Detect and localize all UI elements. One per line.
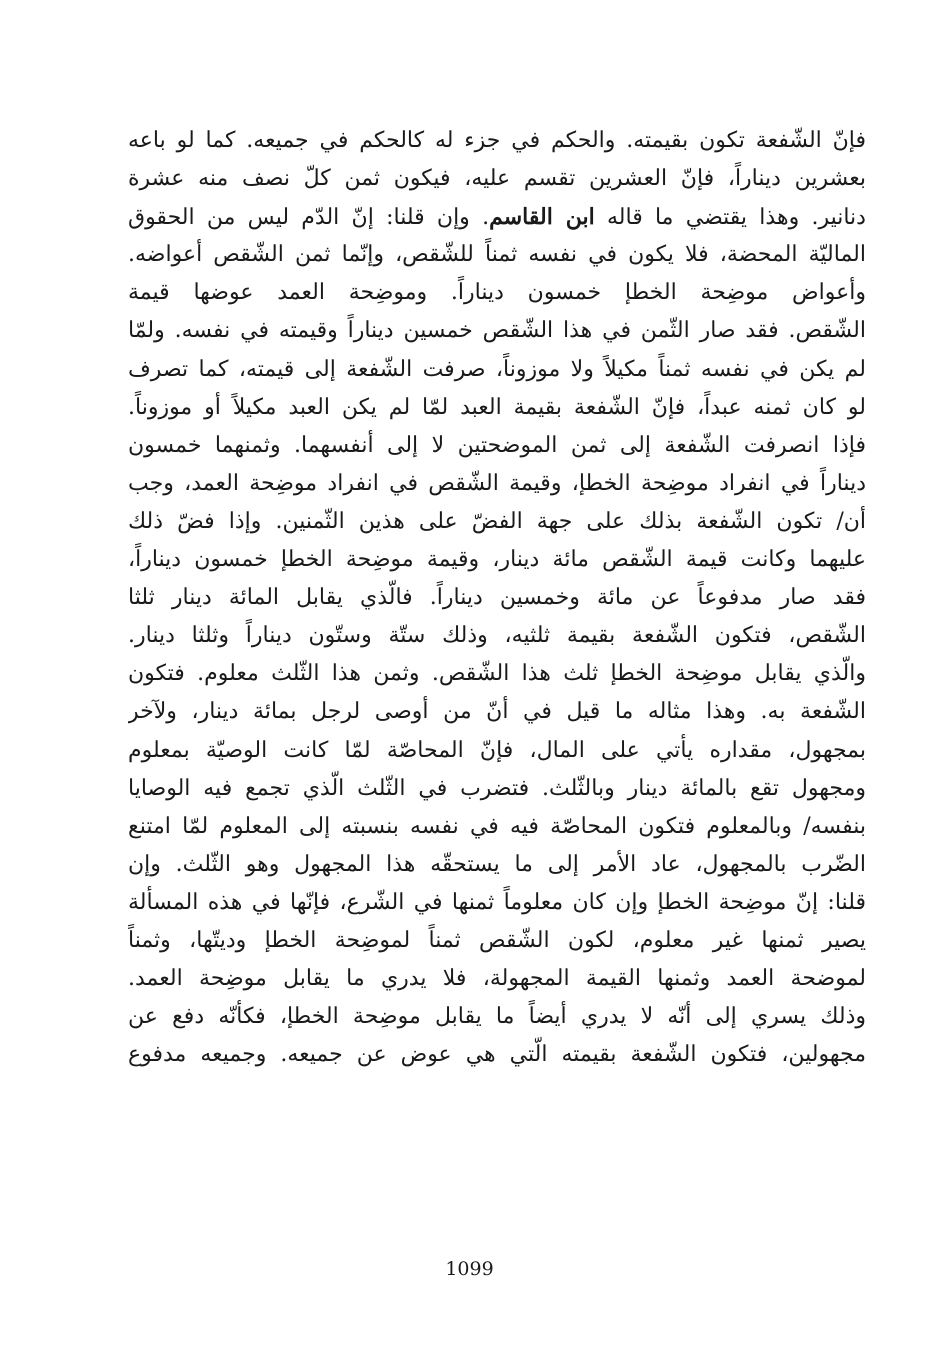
text-line: الماليّة المحضة، فلا يكون في نفسه ثمناً للشّقص، وإنّما ثمن الشّقص أعواضه. (128, 242, 866, 268)
text-line: ومجهول تقع بالمائة دينار وبالثّلث. فتضرب في الثّلث الّذي تجمع فيه الوصايا (128, 775, 866, 801)
bold-name: ابن القاسم (489, 204, 595, 231)
text-line: لو كان ثمنه عبداً، فإنّ الشّفعة بقيمة العبد لمّا لم يكن العبد مكيلاً أو موزوناً. (128, 394, 866, 420)
text-line: أن/ تكون الشّفعة بذلك على جهة الفضّ على هذين الثّمنين. وإذا فضّ ذلك (128, 508, 866, 534)
text-line: لموضحة العمد وثمنها القيمة المجهولة، فلا يدري ما يقابل موضِحة العمد. (128, 966, 866, 992)
text-segment: . وإن قلنا: إنّ الدّم ليس من الحقوق (128, 205, 490, 231)
body-text (128, 122, 866, 1074)
text-line: وذلك يسري إلى أنّه لا يدري أيضاً ما يقابل موضِحة الخطإ، فكأنّه دفع عن (128, 1004, 866, 1030)
text-line: الشّقص، فتكون الشّفعة بقيمة ثلثيه، وذلك ستّة وستّون ديناراً وثلثا دينار. (128, 623, 866, 649)
text-line: وأعواض موضِحة الخطإ خمسون ديناراً. وموضِحة العمد عوضها قيمة (128, 280, 866, 306)
text-segment: دنانير. وهذا يقتضي ما قاله (594, 205, 866, 231)
text-line: لم يكن في نفسه ثمناً مكيلاً ولا موزوناً، صرفت الشّفعة إلى قيمته، كما تصرف (128, 356, 866, 382)
text-line: بمجهول، مقداره يأتي على المال، فإنّ المحاصّة لمّا كانت الوصيّة بمعلوم (128, 737, 866, 763)
text-line: فإذا انصرفت الشّفعة إلى ثمن الموضحتين لا إلى أنفسهما. وثمنهما خمسون (128, 432, 866, 458)
text-line: والّذي يقابل موضِحة الخطإ ثلث هذا الشّقص. وثمن هذا الثّلث معلوم. فتكون (128, 661, 866, 687)
text-line: الشّقص. فقد صار الثّمن في هذا الشّقص خمسين ديناراً وقيمته في نفسه. ولمّا (128, 318, 866, 344)
text-line: الشّفعة به. وهذا مثاله ما قيل في أنّ من أوصى لرجل بمائة دينار، ولآخر (128, 699, 866, 725)
text-line: فقد صار مدفوعاً عن مائة وخمسين ديناراً. فالّذي يقابل المائة دينار ثلثا (128, 585, 866, 611)
text-line: بنفسه/ وبالمعلوم فتكون المحاصّة فيه في نفسه بنسبته إلى المعلوم لمّا امتنع (128, 813, 866, 839)
text-line: يصير ثمنها غير معلوم، لكون الشّقص ثمناً لموضِحة الخطإ وديتّها، وثمناً (128, 927, 866, 953)
text-line: بعشرين ديناراً، فإنّ العشرين تقسم عليه، فيكون ثمن كلّ نصف منه عشرة (128, 166, 866, 192)
text-line: الضّرب بالمجهول، عاد الأمر إلى ما يستحقّه هذا المجهول وهو الثّلث. وإن (128, 851, 866, 877)
page-number: 1099 (445, 1258, 494, 1280)
text-line: مجهولين، فتكون الشّفعة بقيمته الّتي هي عوض عن جميعه. وجميعه مدفوع (128, 1042, 866, 1068)
text-line: فإنّ الشّفعة تكون بقيمته. والحكم في جزء له كالحكم في جميعه. كما لو باعه (128, 128, 866, 153)
text-line: عليهما وكانت قيمة الشّقص مائة دينار، وقيمة موضِحة الخطإ خمسون ديناراً، (128, 547, 866, 573)
text-line: ديناراً في انفراد موضِحة الخطإ، وقيمة الشّقص في انفراد موضِحة العمد، وجب (128, 470, 866, 496)
text-line: قلنا: إنّ موضِحة الخطإ وإن كان معلوماً ثمنها في الشّرع، فإنّها في هذه المسألة (128, 889, 866, 915)
text-line (128, 198, 866, 236)
